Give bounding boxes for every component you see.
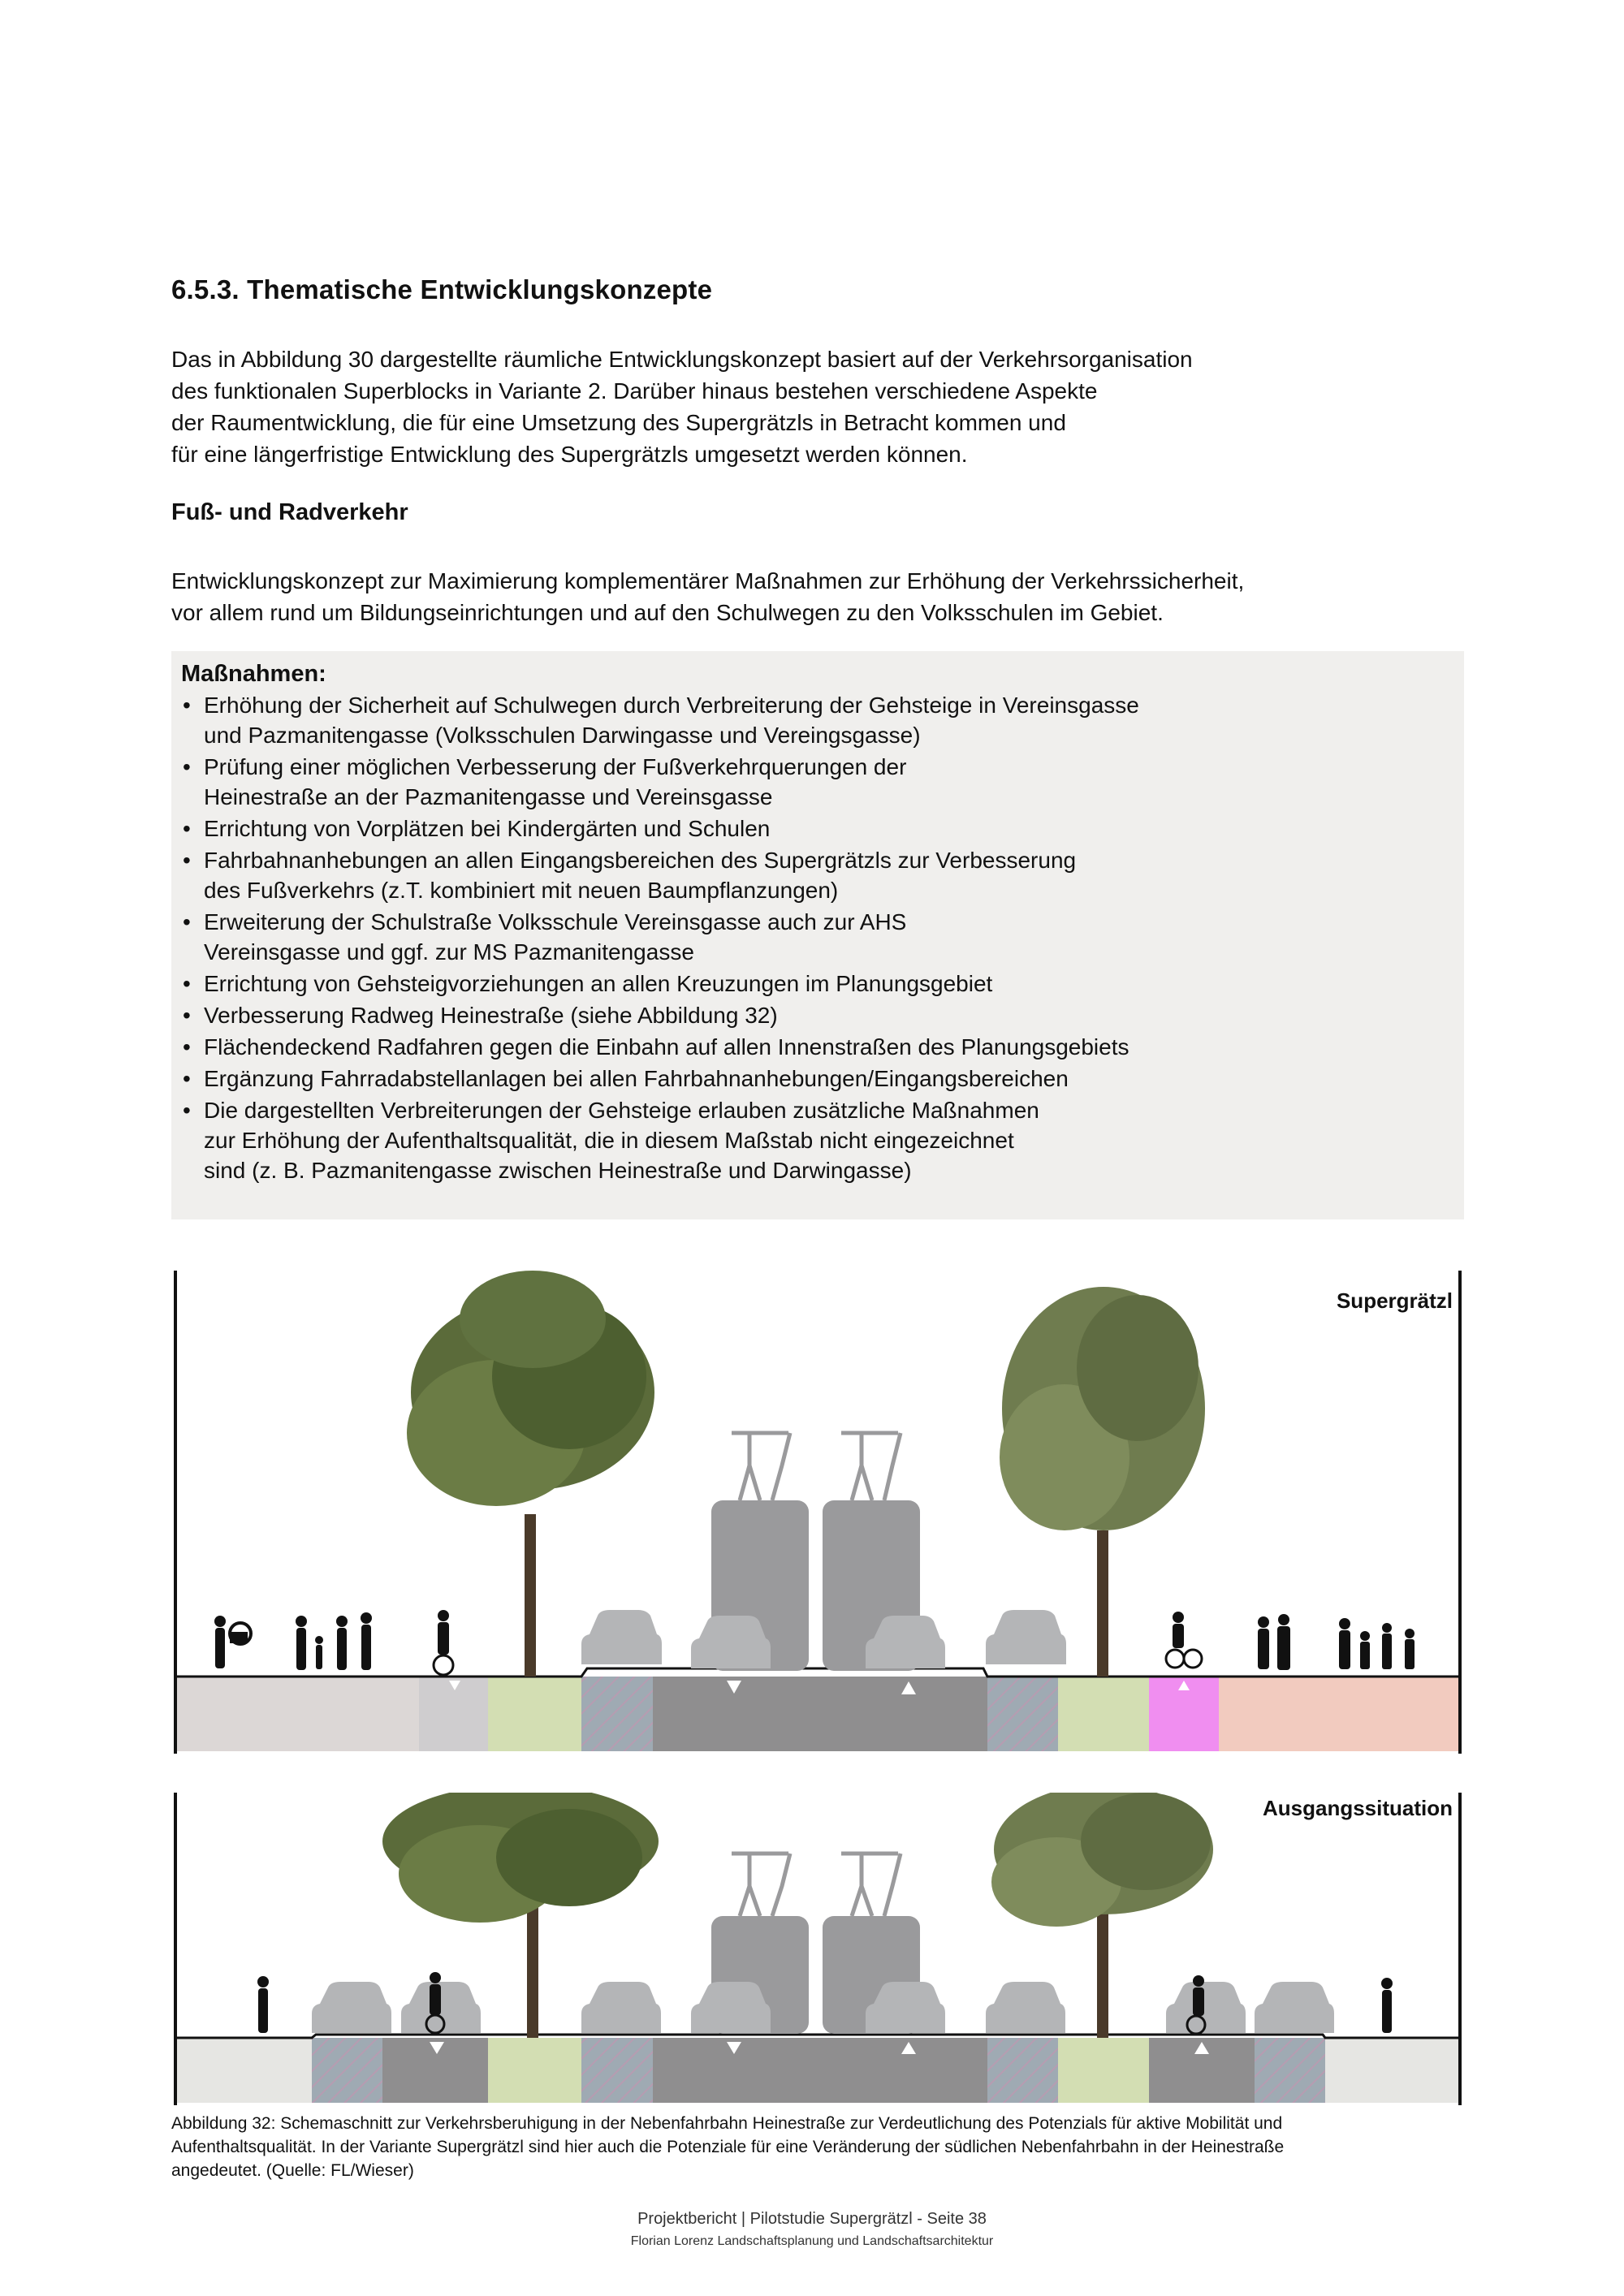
list-item [181,1032,1448,1062]
list-item [181,690,1448,750]
list-item-line: • Errichtung von Gehsteigvorziehungen an allen Kreuzungen im Planungsgebiet [204,971,993,996]
list-item [181,814,1448,844]
intro-line: für eine längerfristige Entwicklung des Supergrätzls umgesetzt werden können. [171,442,968,467]
list-item-line: • Flächendeckend Radfahren gegen die Einbahn auf allen Innenstraßen des Planungsgebiets [204,1034,1129,1060]
list-item-line: • Verbesserung Radweg Heinestraße (siehe Abbildung 32) [204,1003,778,1028]
measures-title: Maßnahmen: [181,661,326,687]
lane-parking [581,1677,653,1751]
list-item-line: • Erweiterung der Schulstraße Volksschule Vereinsgasse auch zur AHS [204,909,907,934]
lane-sidewalk [177,1677,419,1751]
measures-box [171,651,1464,1219]
street-section-drawing [171,1793,1467,2109]
concept-line: Entwicklungskonzept zur Maximierung komplementärer Maßnahmen zur Erhöhung der Verkehrssicherheit, [171,568,1245,593]
ground-line [177,2035,1458,2038]
list-item-line: • Die dargestellten Verbreiterungen der Gehsteige erlauben zusätzliche Maßnahmen [204,1098,1039,1123]
list-item-line: • Prüfung einer möglichen Verbesserung der Fußverkehrquerungen der [204,754,907,779]
section-edge [1458,1271,1462,1754]
pantograph [732,1854,901,1916]
list-item [181,845,1448,905]
concept-line: vor allem rund um Bildungseinrichtungen und auf den Schulwegen zu den Volksschulen im Gebiet. [171,600,1164,625]
list-item [181,1000,1448,1030]
lane-parking [987,2038,1058,2103]
section-label-supergraetzl: Supergrätzl [1336,1288,1453,1313]
list-item-line: Vereinsgasse und ggf. zur MS Pazmanitengasse [204,939,694,965]
intro-line: Das in Abbildung 30 dargestellte räumliche Entwicklungskonzept basiert auf der Verkehrsorganisation [171,347,1193,372]
list-item-line: Heinestraße an der Pazmanitengasse und Vereinsgasse [204,784,773,809]
section-supergraetzl [171,1271,1467,1758]
lane-green [488,2038,581,2103]
lane-sidewalk [177,2038,312,2103]
section-edge [1458,1793,1462,2105]
list-item-line: • Errichtung von Vorplätzen bei Kindergärten und Schulen [204,816,771,841]
section-edge [174,1793,177,2105]
lane-green [1058,1677,1149,1751]
list-item-line: sind (z. B. Pazmanitengasse zwischen Heinestraße und Darwingasse) [204,1158,912,1183]
list-item [181,1095,1448,1185]
street-section-drawing [171,1271,1467,1758]
section-edge [174,1271,177,1754]
lane-sidewalk [1325,2038,1458,2103]
subheading: Fuß- und Radverkehr [171,499,408,525]
lane-parking [1255,2038,1325,2103]
list-item-line: • Ergänzung Fahrradabstellanlagen bei allen Fahrbahnanhebungen/Eingangsbereichen [204,1066,1069,1091]
intro-paragraph [171,343,1487,470]
caption-line: Aufenthaltsqualität. In der Variante Supergrätzl sind hier auch die Potenziale für eine Veränderung der südlichen Nebenfahrbahn in der Heinestraße [171,2138,1285,2156]
lane-plaza [1219,1677,1458,1751]
list-item-line: und Pazmanitengasse (Volksschulen Darwingasse und Vereingsgasse) [204,723,921,748]
list-item-line: des Fußverkehrs (z.T. kombiniert mit neuen Baumpflanzungen) [204,878,839,903]
lane-road [653,2038,987,2103]
list-item [181,752,1448,812]
footer-author: Florian Lorenz Landschaftsplanung und Landschaftsarchitektur [630,2234,994,2248]
list-item-line: • Fahrbahnanhebungen an allen Eingangsbereichen des Supergrätzls zur Verbesserung [204,848,1077,873]
list-item-line: • Erhöhung der Sicherheit auf Schulwegen durch Verbreiterung der Gehsteige in Vereinsgasse [204,693,1139,718]
lane-parking [581,2038,653,2103]
lane-green [1058,2038,1149,2103]
pantograph [732,1433,901,1500]
intro-line: des funktionalen Superblocks in Variante 2. Darüber hinaus bestehen verschiedene Aspekte [171,378,1098,404]
measures-list [181,690,1448,1187]
section-title: 6.5.3. Thematische Entwicklungskonzepte [171,274,713,304]
list-item [181,1064,1448,1094]
lane-parking [312,2038,382,2103]
caption-line: angedeutet. (Quelle: FL/Wieser) [171,2161,414,2180]
pedestrians-right [1166,1612,1415,1670]
list-item-line: zur Erhöhung der Aufenthaltsqualität, die in diesem Maßstab nicht eingezeichnet [204,1128,1014,1153]
pedestrians-left [214,1610,453,1675]
section-label-ausgangssituation: Ausgangssituation [1262,1796,1453,1820]
lane-road [653,1677,987,1751]
section-ausgangssituation [171,1793,1467,2109]
caption-line: Abbildung 32: Schemaschnitt zur Verkehrsberuhigung in der Nebenfahrbahn Heinestraße zur Verdeutlichung des Potenzials für aktive Mobilität und [171,2114,1283,2133]
lane-green [488,1677,581,1751]
footer-page-info: Projektbericht | Pilotstudie Supergrätzl - Seite 38 [637,2210,987,2228]
figure-caption [171,2112,1471,2182]
list-item [181,907,1448,967]
list-item [181,969,1448,999]
concept-paragraph [171,565,1487,628]
intro-line: der Raumentwicklung, die für eine Umsetzung des Supergrätzls in Betracht kommen und [171,410,1066,435]
lane-parking [987,1677,1058,1751]
